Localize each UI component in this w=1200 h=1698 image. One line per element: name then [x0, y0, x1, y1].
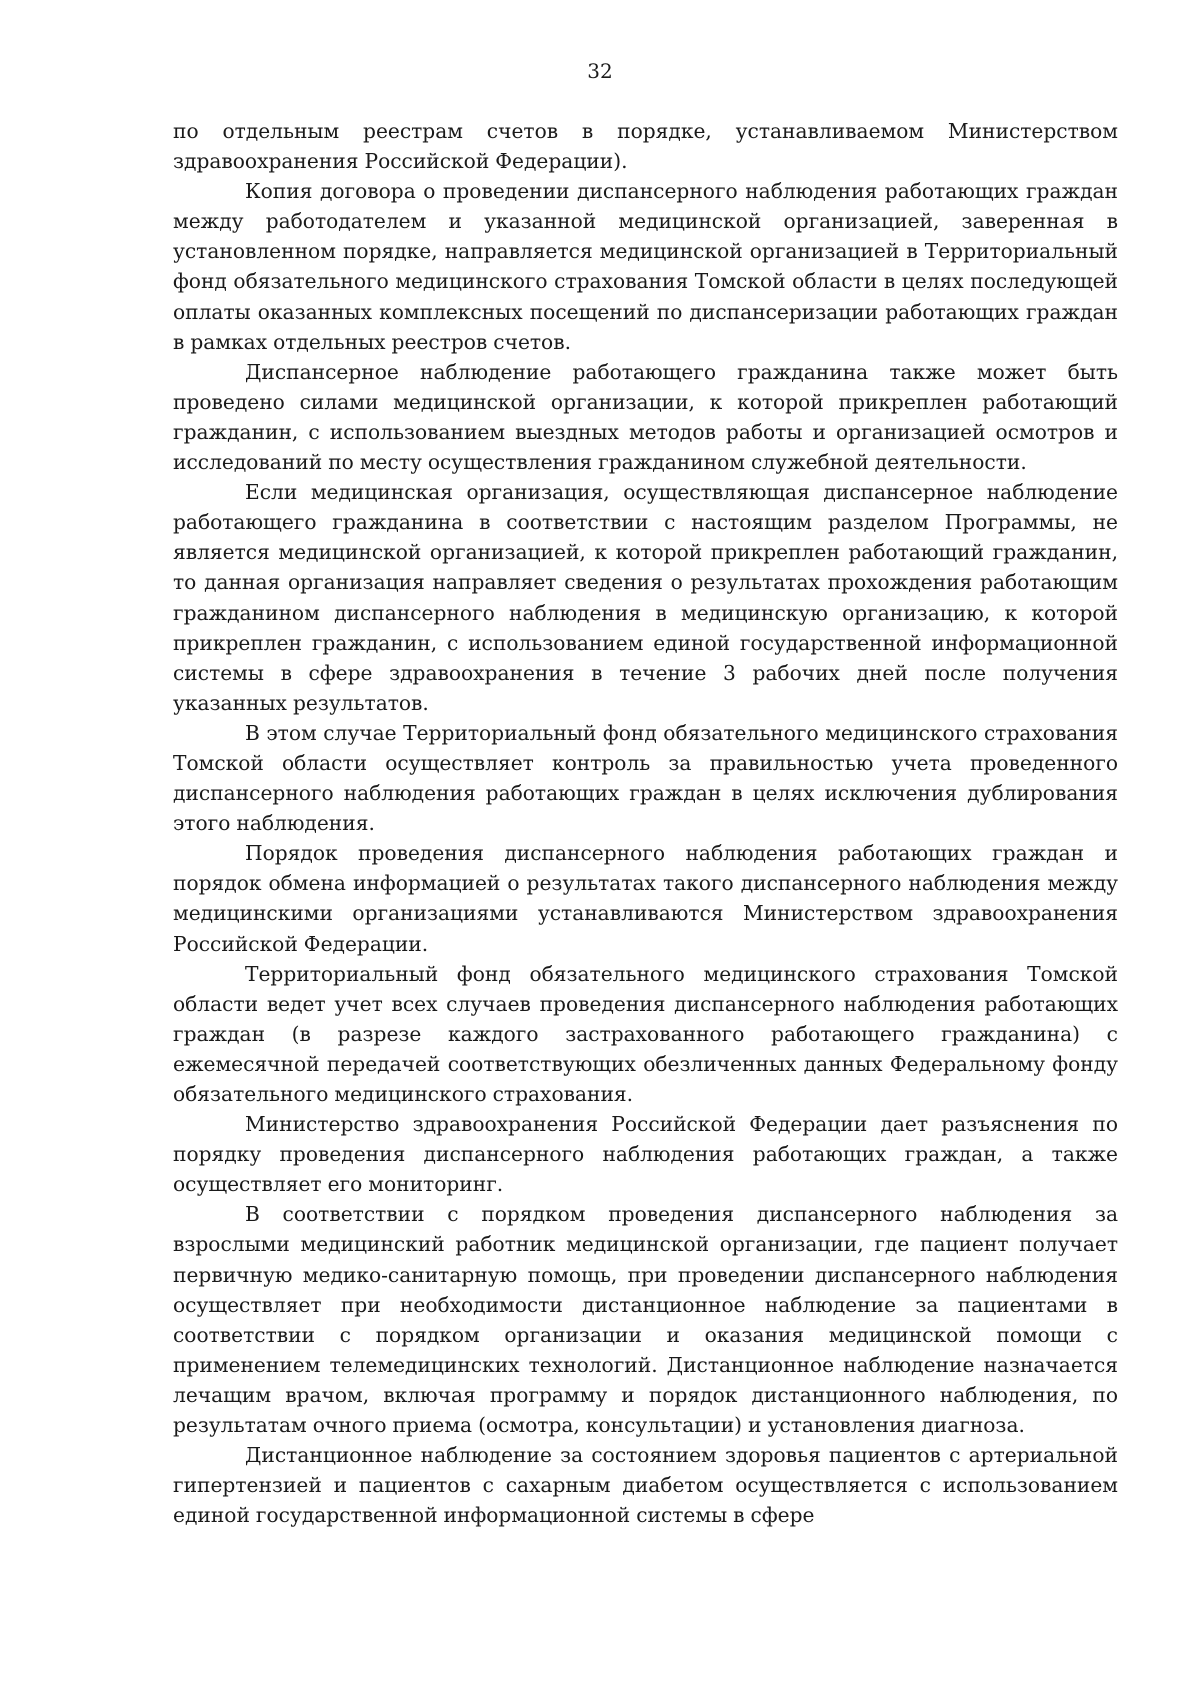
document-body [173, 116, 1118, 1530]
paragraph: В соответствии с порядком проведения диспансерного наблюдения за взрослыми медицинский работник медицинской организации, где пациент получает первичную медико-санитарную помощь, при проведении диспансерного наблюдения осуществляет при необходимости дистанционное наблюдение за пациентами в соответствии с порядком организации и оказания медицинской помощи с применением телемедицинских технологий. Дистанционное наблюдение назначается лечащим врачом, включая программу и порядок дистанционного наблюдения, по результатам очного приема (осмотра, консультации) и установления диагноза. [173, 1202, 1118, 1438]
paragraph: Порядок проведения диспансерного наблюдения работающих граждан и порядок обмена информацией о результатах такого диспансерного наблюдения между медицинскими организациями устанавливаются Министерством здравоохранения Российской Федерации. [173, 841, 1118, 956]
paragraph: Копия договора о проведении диспансерного наблюдения работающих граждан между работодателем и указанной медицинской организацией, заверенная в установленном порядке, направляется медицинской организацией в Территориальный фонд обязательного медицинского страхования Томской области в целях последующей оплаты оказанных комплексных посещений по диспансеризации работающих граждан в рамках отдельных реестров счетов. [173, 179, 1118, 354]
paragraph: Территориальный фонд обязательного медицинского страхования Томской области ведет учет всех случаев проведения диспансерного наблюдения работающих граждан (в разрезе каждого застрахованного работающего гражданина) с ежемесячной передачей соответствующих обезличенных данных Федеральному фонду обязательного медицинского страхования. [173, 961, 1118, 1106]
paragraph: по отдельным реестрам счетов в порядке, устанавливаемом Министерством здравоохранения Российской Федерации). [173, 119, 1118, 174]
page-number: 32 [587, 59, 613, 83]
paragraph: В этом случае Территориальный фонд обязательного медицинского страхования Томской области осуществляет контроль за правильностью учета проведенного диспансерного наблюдения работающих граждан в целях исключения дублирования этого наблюдения. [173, 720, 1118, 836]
paragraph: Дистанционное наблюдение за состоянием здоровья пациентов с артериальной гипертензией и пациентов с сахарным диабетом осуществляется с использованием единой государственной информационной системы в сфере [173, 1443, 1118, 1528]
paragraph: Диспансерное наблюдение работающего гражданина также может быть проведено силами медицинской организации, к которой прикреплен работающий гражданин, с использованием выездных методов работы и организацией осмотров и исследований по месту осуществления гражданином служебной деятельности. [173, 359, 1118, 475]
paragraph: Министерство здравоохранения Российской Федерации дает разъяснения по порядку проведения диспансерного наблюдения работающих граждан, а также осуществляет его мониторинг. [173, 1112, 1118, 1197]
paragraph: Если медицинская организация, осуществляющая диспансерное наблюдение работающего гражданина в соответствии с настоящим разделом Программы, не является медицинской организацией, к которой прикреплен работающий гражданин, то данная организация направляет сведения о результатах прохождения работающим гражданином диспансерного наблюдения в медицинскую организацию, к которой прикреплен гражданин, с использованием единой государственной информационной системы в сфере здравоохранения в течение 3 рабочих дней после получения указанных результатов. [173, 480, 1118, 715]
